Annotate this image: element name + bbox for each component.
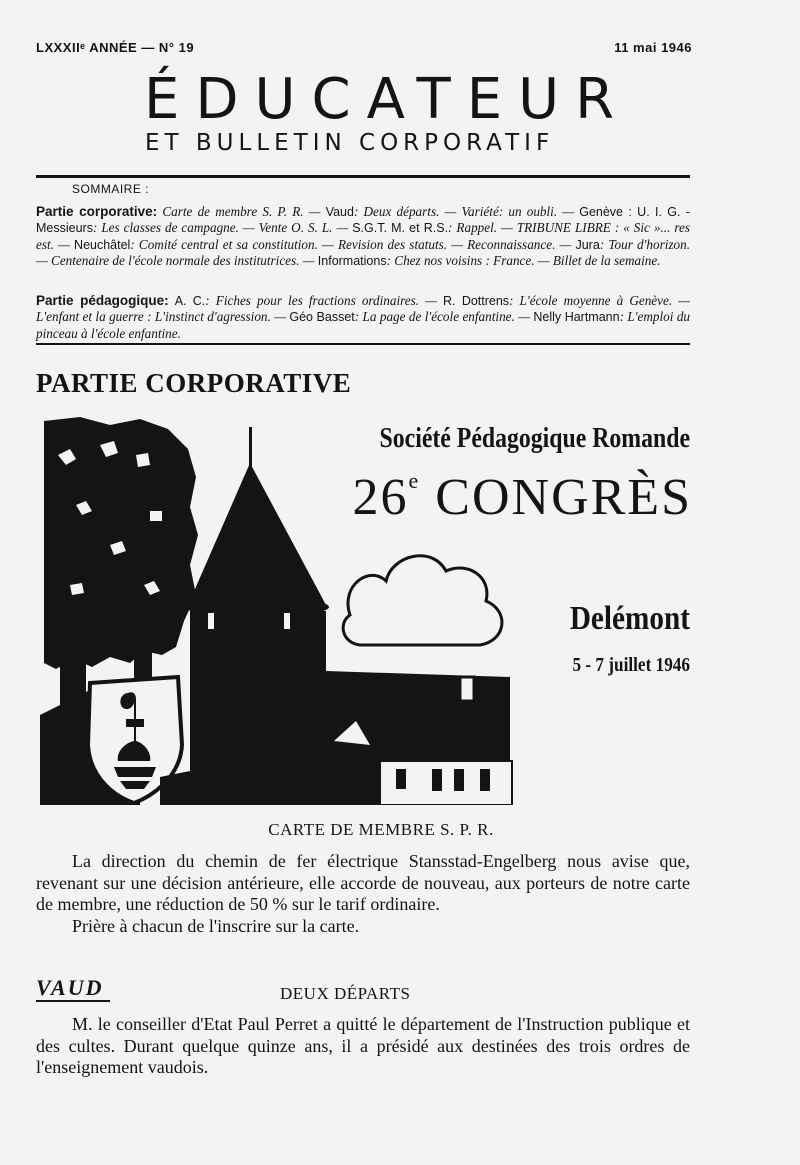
sommaire-text: : L'école moyenne à Genève. — L'enfant et la guerre : L'instinct d'agression. —: [36, 293, 690, 325]
sommaire-pedagogique: [36, 293, 690, 341]
sommaire-name: Informations: [317, 254, 387, 269]
sommaire-name: Genève : U. I. G. - Messieurs: [36, 205, 691, 236]
sommaire-name: Nelly Hartmann: [533, 310, 620, 325]
poster-dates: 5 - 7 juillet 1946: [572, 654, 690, 676]
sommaire-name: Vaud: [325, 205, 354, 219]
sommaire-heading: SOMMAIRE :: [72, 182, 150, 196]
article-heading: DEUX DÉPARTS: [280, 984, 411, 1003]
article-body: [36, 1014, 690, 1079]
sommaire-name: R. Dottrens: [443, 294, 510, 308]
poster-congres-sup: e: [408, 468, 421, 493]
poster-organisation: Société Pédagogique Romande: [379, 422, 690, 454]
section-vaud-underline: [36, 1000, 110, 1002]
sommaire-text: : La page de l'école enfantine. —: [354, 309, 530, 325]
top-rule: [36, 175, 690, 178]
poster-city: Delémont: [569, 600, 690, 637]
sommaire-corporative: [36, 204, 690, 270]
sommaire-pedagogique-label: Partie pédagogique:: [36, 293, 169, 308]
sommaire-name: Jura: [575, 237, 600, 252]
sommaire-name: S.G.T. M. et R.S.: [352, 221, 449, 236]
article-paragraph: M. le conseiller d'Etat Paul Perret a quitté le département de l'Instruction publique et des cultes. Durant quelque quinze ans, il a présidé aux destinées des trois ordres de l'enseignement vaudois.: [36, 1014, 690, 1077]
section-vaud: VAUD: [36, 975, 104, 1000]
poster-congres-number: 26: [352, 469, 409, 526]
poster-congres: [300, 468, 692, 527]
sommaire-text: Carte de membre S. P. R. —: [162, 204, 321, 219]
sommaire-bottom-rule: [36, 343, 690, 345]
poster-congres-word: CONGRÈS: [435, 469, 692, 526]
sommaire-text: : Deux départs. — Variété: un oubli. —: [353, 204, 575, 219]
sommaire-text: : Tour d'horizon. — Centenaire de l'école normale des institutrices. —: [36, 236, 691, 269]
sommaire-text: : Fiches pour les fractions ordinaires. —: [205, 293, 437, 308]
article-heading: CARTE DE MEMBRE S. P. R.: [268, 820, 494, 839]
masthead-title: ÉDUCATEUR: [144, 67, 631, 132]
article-paragraph: La direction du chemin de fer électrique Stansstad-Engelberg nous avise que, revenant sur une décision antérieure, elle accorde de nouveau, aux porteurs de notre carte de membre, une réduction de 50 % sur le tarif ordinaire.: [36, 851, 690, 914]
sommaire-text: : Chez nos voisins : France. — Billet de la semaine.: [386, 253, 661, 269]
sommaire-text: : Rappel. — TRIBUNE LIBRE : « Sic »... res est. —: [36, 220, 690, 252]
sommaire-name: Géo Basset: [289, 310, 355, 325]
sommaire-name: A. C.: [174, 294, 206, 308]
issue-date: 11 mai 1946: [614, 40, 692, 55]
sommaire-text: : L'emploi du pinceau à l'école enfantine.: [36, 309, 691, 341]
article-body: [36, 851, 690, 937]
section-title: PARTIE CORPORATIVE: [36, 368, 352, 398]
issue-number: LXXXIIᵉ ANNÉE — N° 19: [36, 40, 195, 55]
sommaire-name: Neuchâtel: [74, 237, 131, 252]
sommaire-corporative-label: Partie corporative:: [36, 204, 158, 219]
article-paragraph: Prière à chacun de l'inscrire sur la carte.: [72, 915, 360, 936]
masthead-subtitle: ET BULLETIN CORPORATIF: [145, 130, 555, 156]
sommaire-text: : Les classes de campagne. — Vente O. S. L. —: [92, 220, 349, 236]
sommaire-text: : Comité central et sa constitution. — Revision des statuts. — Reconnaissance. —: [130, 236, 572, 252]
cloud-illustration: [343, 556, 502, 645]
